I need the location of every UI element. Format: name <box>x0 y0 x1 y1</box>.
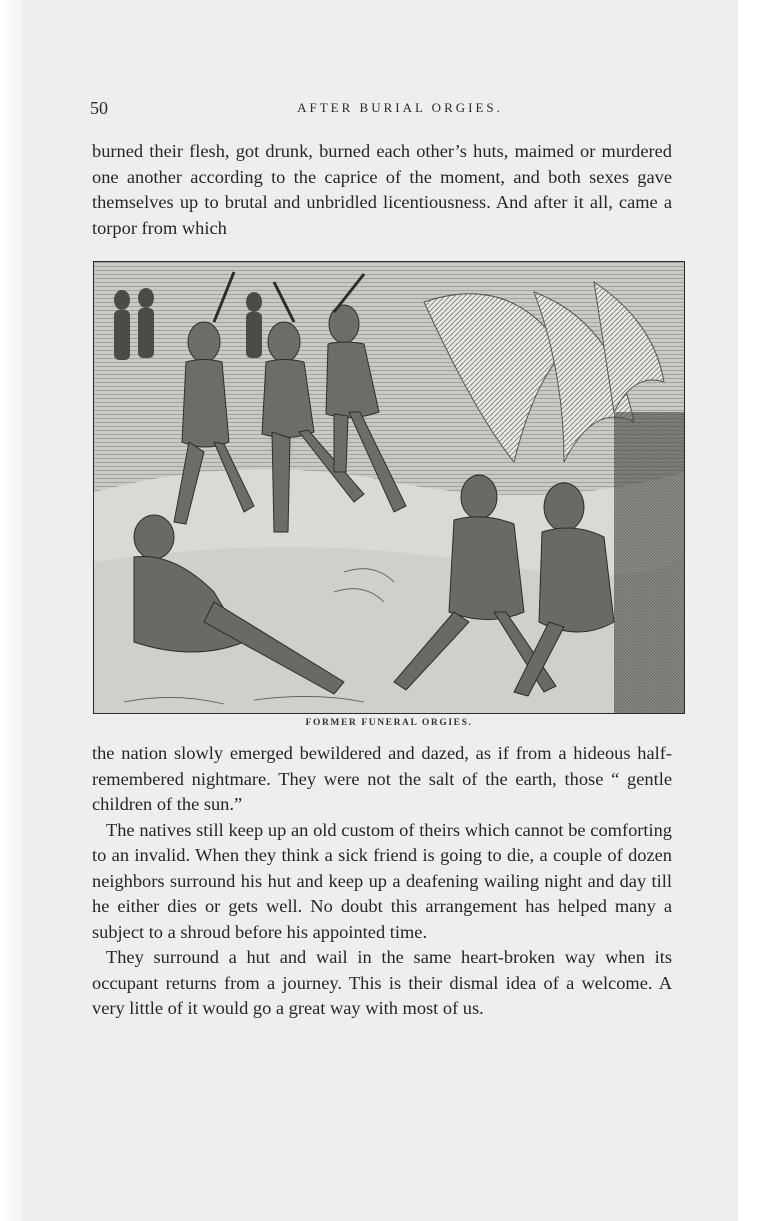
page-header <box>90 98 670 120</box>
paragraph: The natives still keep up an old custom of theirs which cannot be comforting to an invalid. When they think a sick friend is going to die, a couple of dozen neighbors surround his hut and keep up a deafening wailing night and day till he either dies or gets well. No doubt this arrangement has helped many a subject to a shroud before his appointed time. <box>92 819 672 942</box>
figure-caption: FORMER FUNERAL ORGIES. <box>305 718 473 728</box>
body-text-bottom <box>92 741 672 1022</box>
engraving-illustration <box>93 261 685 714</box>
paragraph: They surround a hut and wail in the same heart-broken way when its occupant returns from a journey. This is their dismal idea of a welcome. A very little of it would go a great way with most of us. <box>92 947 672 1018</box>
paragraph: burned their flesh, got drunk, burned each other’s huts, maimed or murdered one another according to the caprice of the moment, and both sexes gave themselves up to brutal and unbridled licentiousness. And after it all, came a torpor from which <box>92 141 672 238</box>
paragraph: the nation slowly emerged bewildered and dazed, as if from a hideous half-remembered nightmare. They were not the salt of the earth, those “ gentle children of the sun.” <box>92 743 672 814</box>
scan-edge <box>0 0 22 1221</box>
page-number: 50 <box>90 98 108 118</box>
running-head: AFTER BURIAL ORGIES. <box>297 100 503 115</box>
body-text-top <box>92 139 672 241</box>
